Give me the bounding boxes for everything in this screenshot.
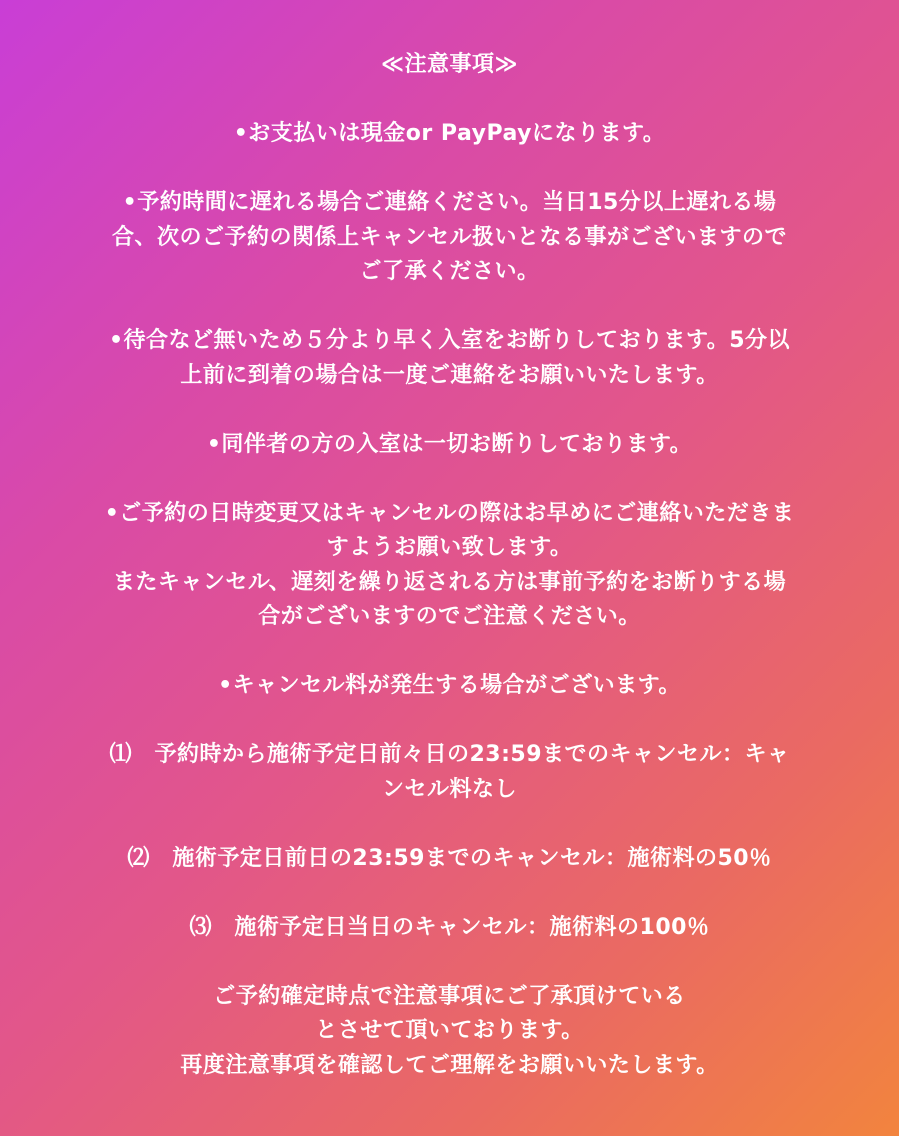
change-note-line-3: またキャンセル、遅刻を繰り返される方は事前予約をお断りする場: [112, 569, 787, 595]
companion-note: •同伴者の方の入室は一切お断りしております。: [206, 431, 693, 457]
closing-line-3: 再度注意事項を確認してご理解をお願いいたします。: [180, 1052, 719, 1078]
closing-line-1: ご予約確定時点で注意事項にご了承頂けている: [213, 983, 686, 1009]
notice-title: ≪注意事項≫: [380, 52, 519, 77]
late-note-line-1: •予約時間に遅れる場合ご連絡ください。当日15分以上遅れる場: [122, 190, 777, 215]
payment-note: •お支払いは現金or PayPayになります。: [233, 121, 666, 146]
change-note-line-4: 合がございますのでご注意ください。: [258, 604, 641, 629]
cancel-fee-3: ⑶ 施術予定日当日のキャンセル：施術料の100％: [189, 914, 710, 940]
cancel-fee-2: ⑵ 施術予定日前日の23:59までのキャンセル：施術料の50％: [127, 845, 772, 871]
waiting-note-line-2: 上前に到着の場合は一度ご連絡をお願いいたします。: [180, 362, 719, 388]
cancel-fee-1-line-2: ンセル料なし: [381, 776, 517, 802]
change-note-line-2: すようお願い致します。: [326, 535, 573, 560]
late-note-line-3: ご了承ください。: [359, 259, 540, 284]
cancel-fee-intro: •キャンセル料が発生する場合がございます。: [218, 673, 681, 698]
waiting-note-line-1: •待合など無いため５分より早く入室をお断りしております。5分以: [108, 328, 791, 353]
closing-line-2: とさせて頂いております。: [315, 1018, 584, 1043]
late-note-line-2: 合、次のご予約の関係上キャンセル扱いとなる事がございますので: [111, 224, 787, 250]
cancel-fee-1-line-1: ⑴ 予約時から施術予定日前々日の23:59までのキャンセル：キャ: [109, 742, 790, 767]
change-note-line-1: •ご予約の日時変更又はキャンセルの際はお早めにご連絡いただきま: [104, 500, 795, 526]
